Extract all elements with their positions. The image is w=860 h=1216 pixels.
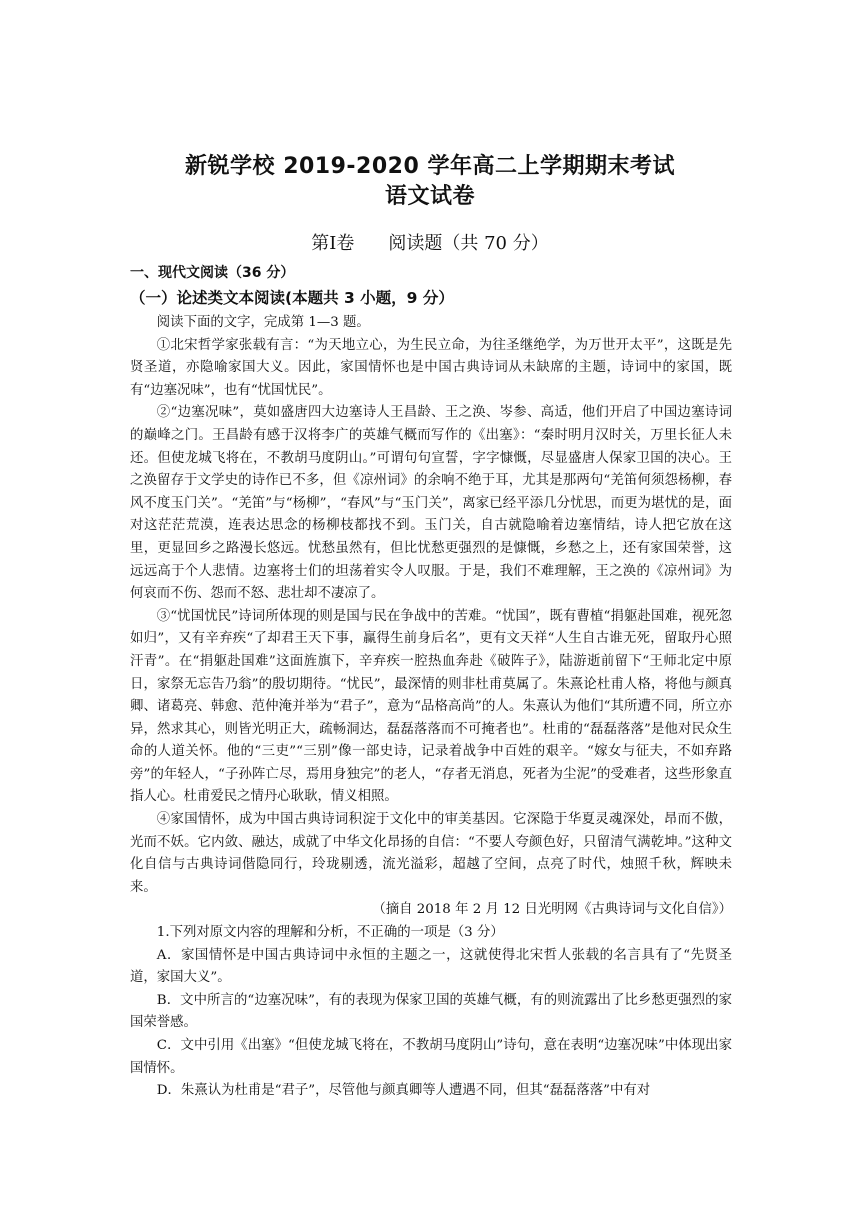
section-subtitle: （一）论述类文本阅读(本题共 3 小题，9 分） [130, 289, 454, 307]
section-title: 一、现代文阅读（36 分） [130, 265, 295, 281]
paragraph-4: ④家国情怀，成为中国古典诗词积淀于文化中的审美基因。它深隐于华夏灵魂深处，昂而不傲，光而不妖。它内敛、融达，成就了中华文化昂扬的自信：“不要人夸颜色好，只留清气满乾坤。”这种文化自信与古典诗词偕隐同行，玲珑剔透，流光溢彩，超越了空间，点亮了时代，烛照千秋，辉映未来。 [130, 812, 732, 895]
question-1-option-b: B．文中所言的“边塞况味”，有的表现为保家卫国的英雄气概，有的则流露出了比乡愁更强烈的家国荣誉感。 [130, 992, 732, 1031]
paragraph-1: ①北宋哲学家张载有言：“为天地立心，为生民立命，为往圣继绝学，为万世开太平”，这既是先贤圣道，亦隐喻家国大义。因此，家国情怀也是中国古典诗词从未缺席的主题，诗词中的家国，既有“边塞况味”，也有“忧国忧民”。 [130, 337, 732, 398]
question-1-option-a: A．家国情怀是中国古典诗词中永恒的主题之一，这就使得北宋哲人张载的名言具有了“先贤圣道，家国大义”。 [130, 947, 732, 986]
reading-passage [130, 312, 732, 1103]
source-citation: （摘自 2018 年 2 月 12 日光明网《古典诗词与文化自信》） [372, 902, 732, 918]
exam-title: 新锐学校 2019-2020 学年高二上学期期末考试 [185, 154, 675, 179]
instructions: 阅读下面的文字，完成第 1—3 题。 [156, 315, 370, 330]
paragraph-2: ②“边塞况味”，莫如盛唐四大边塞诗人王昌龄、王之涣、岑参、高适，他们开启了中国边塞诗词的巅峰之门。王昌龄有感于汉将李广的英雄气概而写作的《出塞》：“秦时明月汉时关，万里长征人未还。但使龙城飞将在，不教胡马度阴山。”可谓句句宣誓，字字慷慨，尽显盛唐人保家卫国的决心。王之涣留存于文学史的诗作已不多，但《凉州词》的余响不绝于耳，尤其是那两句“羌笛何须怨杨柳，春风不度玉门关”。“羌笛”与“杨柳”，“春风”与“玉门关”，离家已经平添几分忧思，而更为堪忧的是，面对这茫茫荒漠，连表达思念的杨柳枝都找不到。玉门关，自古就隐喻着边塞情结，诗人把它放在这里，更显回乡之路漫长悠远。忧愁虽然有，但比忧愁更强烈的是慷慨，乡愁之上，还有家国荣誉，这远远高于个人悲情。边塞将士们的坦荡着实令人叹服。于是，我们不难理解，王之涣的《凉州词》为何哀而不伤、怨而不怒、悲壮却不凄凉了。 [130, 405, 732, 602]
question-1-option-c: C．文中引用《出塞》“但使龙城飞将在，不教胡马度阴山”诗句，意在表明“边塞况味”中体现出家国情怀。 [130, 1038, 732, 1076]
exam-subject: 语文试卷 [384, 184, 475, 209]
question-1-stem: 1.下列对原文内容的理解和分析，不正确的一项是（3 分） [156, 925, 504, 941]
volume-name: 阅读题（共 70 分） [388, 233, 549, 254]
paragraph-3: ③“忧国忧民”诗词所体现的则是国与民在争战中的苦难。“忧国”，既有曹植“捐躯赴国难，视死忽如归”，又有辛弃疾“了却君王天下事，赢得生前身后名”，更有文天祥“人生自古谁无死，留取丹心照汗青”。在“捐躯赴国难”这面旌旗下，辛弃疾一腔热血奔赴《破阵子》，陆游逝前留下“王师北定中原日，家祭无忘告乃翁”的殷切期待。“忧民”，最深情的则非杜甫莫属了。朱熹论杜甫人格，将他与颜真卿、诸葛亮、韩愈、范仲淹并举为“君子”，意为“品格高尚”的人。朱熹认为他们“其所遭不同，所立亦异，然求其心，则皆光明正大，疏畅洞达，磊磊落落而不可掩者也”。杜甫的“磊磊落落”是他对民众生命的人道关怀。他的“三吏”“三别”像一部史诗，记录着战争中百姓的艰辛。“嫁女与征夫，不如弃路旁”的年轻人，“子孙阵亡尽，焉用身独完”的老人，“存者无消息，死者为尘泥”的受难者，这些形象直指人心。杜甫爱民之情丹心耿耿，情义相照。 [130, 608, 732, 805]
volume-part: 第Ⅰ卷 [311, 233, 355, 254]
question-1-option-d: D．朱熹认为杜甫是“君子”，尽管他与颜真卿等人遭遇不同，但其“磊磊落落”中有对 [156, 1083, 651, 1099]
volume-heading [0, 232, 860, 256]
